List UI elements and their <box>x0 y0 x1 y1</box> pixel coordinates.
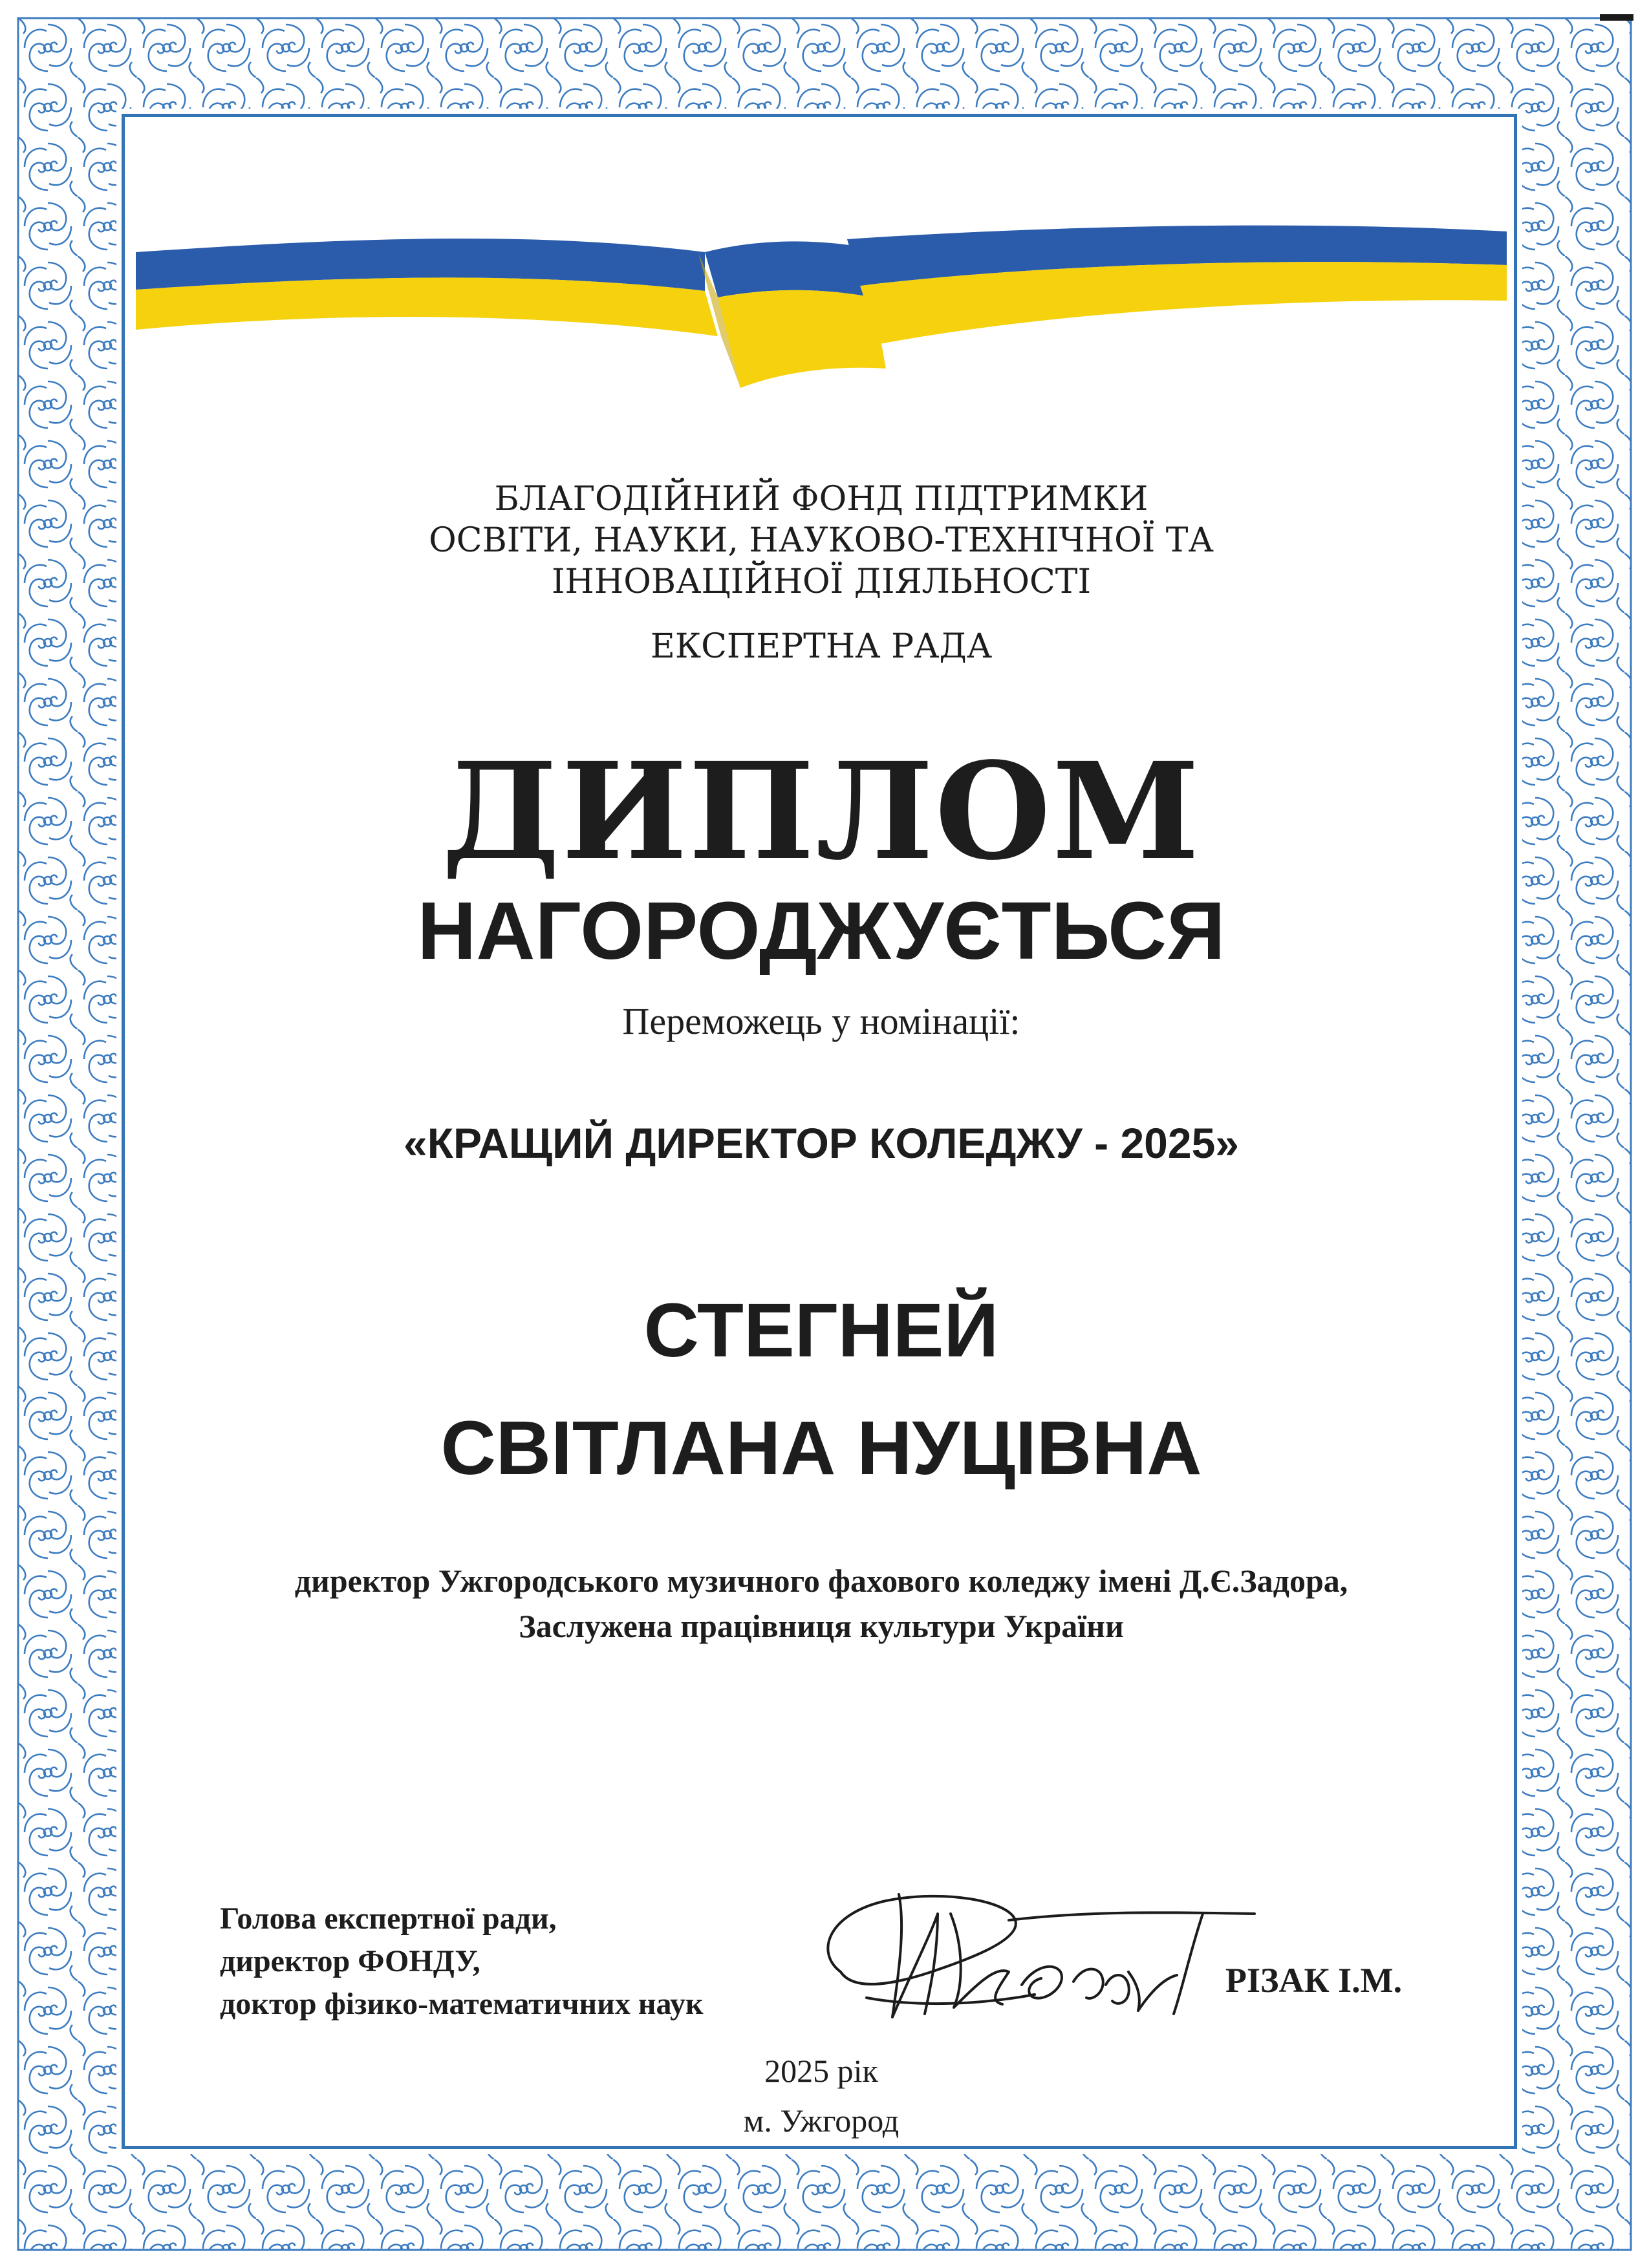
signer-title-line-2: директор ФОНДУ, <box>220 1944 480 1978</box>
recipient-position-line-1: директор Ужгородського музичного фахового коледжу імені Д.Є.Задора, <box>294 1563 1348 1599</box>
recipient-position <box>142 1558 1500 1649</box>
recipient-position-line-2: Заслужена працівниця культури України <box>519 1608 1124 1644</box>
recipient-surname: СТЕГНЕЙ <box>643 1288 999 1373</box>
scan-mark <box>1600 14 1633 21</box>
signer-title-line-1: Голова експертної ради, <box>220 1901 557 1936</box>
issue-year: 2025 рік <box>764 2053 878 2089</box>
diploma-title: ДИПЛОМ <box>442 733 1201 890</box>
nomination-name: «КРАЩИЙ ДИРЕКТОР КОЛЕДЖУ - 2025» <box>404 1119 1239 1167</box>
issue-city: м. Ужгород <box>743 2102 900 2139</box>
council-name: ЕКСПЕРТНА РАДА <box>650 627 993 666</box>
handwritten-signature-icon <box>802 1875 1293 2043</box>
awarded-heading: НАГОРОДЖУЄТЬСЯ <box>417 885 1225 976</box>
organization-line-1: БЛАГОДІЙНИЙ ФОНД ПІДТРИМКИ <box>494 480 1148 519</box>
signer-title <box>220 1898 802 2026</box>
recipient-given-names: СВІТЛАНА НУЦІВНА <box>440 1406 1202 1491</box>
signer-name: РІЗАК І.М. <box>1225 1961 1403 2000</box>
signer-title-line-3: доктор фізико-математичних наук <box>220 1987 704 2021</box>
organization-line-3: ІННОВАЦІЙНОЇ ДІЯЛЬНОСТІ <box>552 562 1091 601</box>
nomination-intro: Переможець у номінації: <box>622 1000 1020 1042</box>
organization-line-2: ОСВІТИ, НАУКИ, НАУКОВО-ТЕХНІЧНОЇ ТА <box>429 521 1214 560</box>
organization-name <box>142 478 1500 603</box>
ukrainian-flag-ribbon-icon <box>136 142 1507 414</box>
